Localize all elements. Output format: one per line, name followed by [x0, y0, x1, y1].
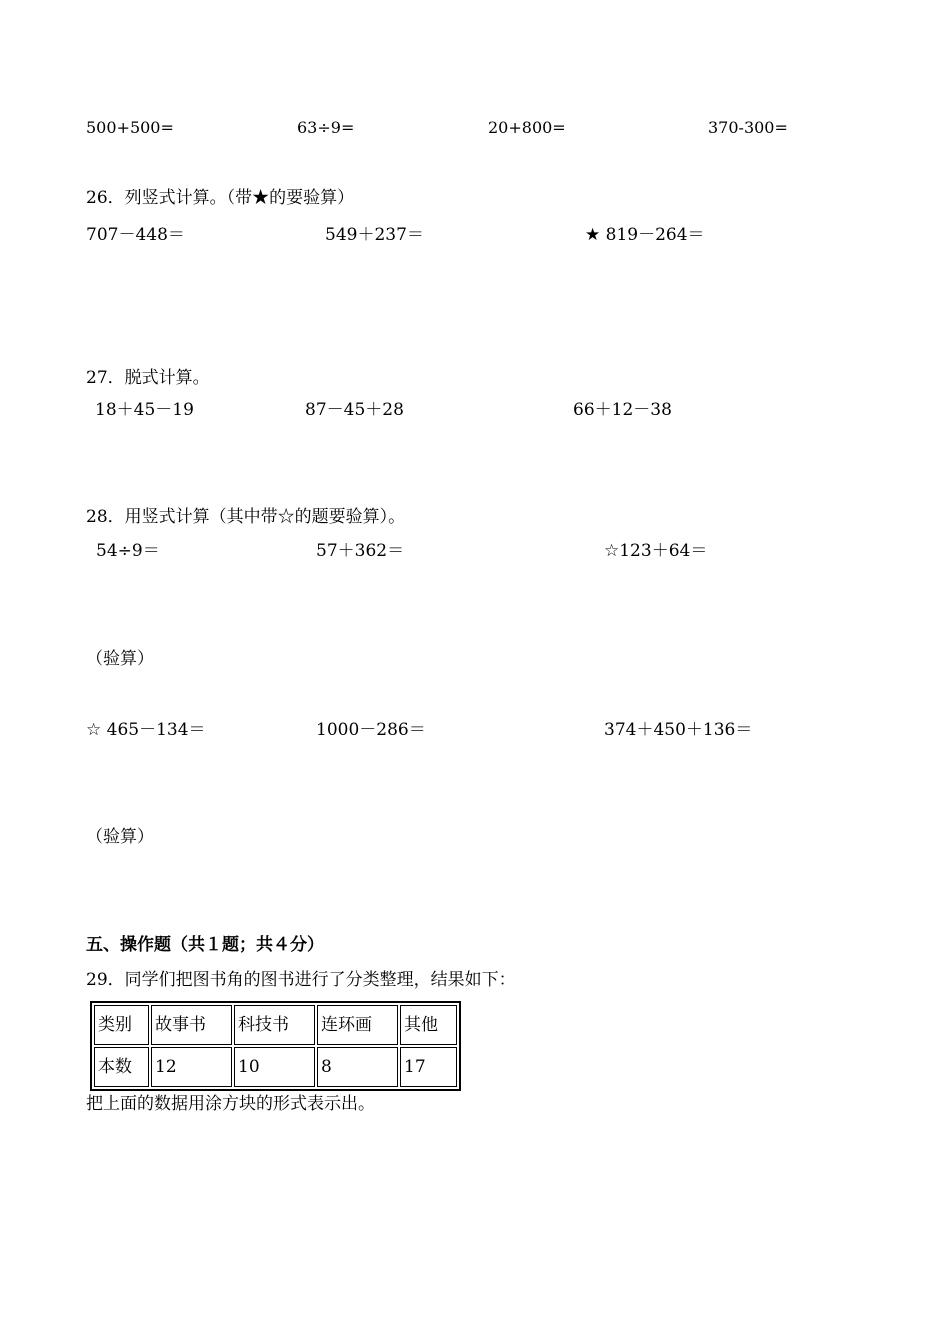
question-27-title: 27．脱式计算。 — [86, 368, 210, 388]
question-28-title: 28．用竖式计算（其中带☆的题要验算）。 — [86, 507, 406, 527]
calc-item: ☆123＋64＝ — [604, 541, 708, 561]
calc-item: 54÷9＝ — [96, 541, 160, 561]
check-label: （验算） — [86, 649, 154, 669]
table-cell: 8 — [317, 1047, 398, 1087]
check-label: （验算） — [86, 827, 154, 847]
calc-item: 18＋45－19 — [95, 400, 194, 420]
calc-item: 20+800= — [488, 118, 566, 137]
book-category-table — [90, 1001, 461, 1091]
calc-item: 500+500= — [86, 118, 174, 137]
calc-item: 370-300= — [708, 118, 788, 137]
table-cell: 类别 — [94, 1005, 149, 1045]
calc-item: 1000－286＝ — [316, 720, 426, 740]
table-cell: 10 — [234, 1047, 315, 1087]
table-cell: 17 — [400, 1047, 457, 1087]
table-row — [94, 1047, 457, 1087]
question-29-title: 29．同学们把图书角的图书进行了分类整理，结果如下： — [86, 970, 516, 990]
calc-item: 66＋12－38 — [573, 400, 672, 420]
table-cell: 本数 — [94, 1047, 149, 1087]
calc-item: 707－448＝ — [86, 225, 185, 245]
table-cell: 科技书 — [234, 1005, 315, 1045]
calc-item: 549＋237＝ — [325, 225, 424, 245]
question-26-title: 26．列竖式计算。（带★的要验算） — [86, 188, 355, 208]
calc-item: ★ 819－264＝ — [585, 225, 705, 245]
question-29-instruction: 把上面的数据用涂方块的形式表示出。 — [86, 1094, 375, 1114]
table-cell: 连环画 — [317, 1005, 398, 1045]
table-row — [94, 1005, 457, 1045]
calc-item: ☆ 465－134＝ — [86, 720, 206, 740]
calc-item: 374＋450＋136＝ — [604, 720, 753, 740]
calc-item: 63÷9= — [297, 118, 355, 137]
calc-item: 87－45＋28 — [305, 400, 404, 420]
table-cell: 其他 — [400, 1005, 457, 1045]
section-heading: 五、操作题（共１题；共４分） — [86, 935, 324, 955]
table-cell: 故事书 — [151, 1005, 232, 1045]
table-cell: 12 — [151, 1047, 232, 1087]
calc-item: 57＋362＝ — [316, 541, 405, 561]
